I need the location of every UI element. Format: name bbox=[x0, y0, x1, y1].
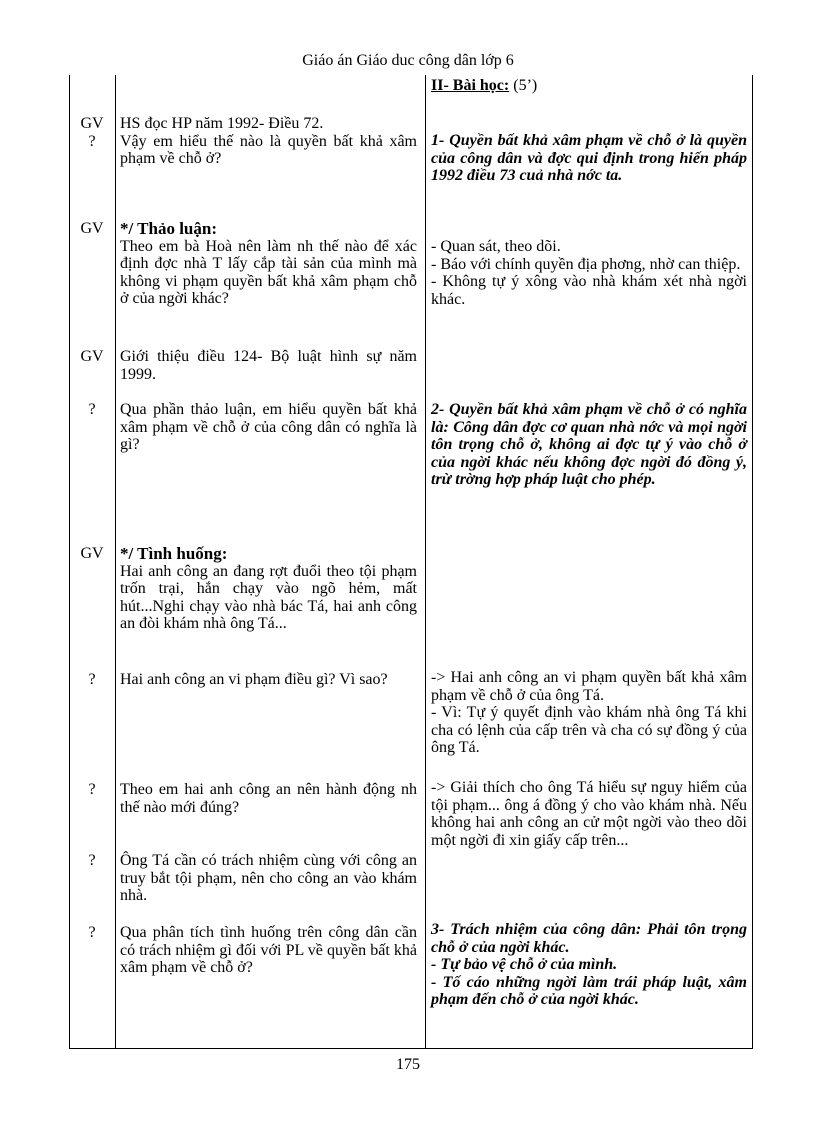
role-label: ? bbox=[88, 781, 96, 798]
section-title: II- Bài học: bbox=[431, 77, 510, 94]
section-time: (5’) bbox=[509, 77, 538, 94]
table-border-right bbox=[752, 75, 753, 1049]
page-number: 175 bbox=[396, 1056, 420, 1073]
lesson-content bbox=[431, 921, 747, 1009]
teacher-question: Qua phần thảo luận, em hiểu quyền bất khả xâm phạm về chỗ ở của công dân có nghĩa là gì? bbox=[120, 401, 417, 453]
situation-title: */ Tình huống: bbox=[120, 544, 228, 563]
teacher-activity: Giới thiệu điều 124- Bộ luật hình sự năm 1999. bbox=[120, 348, 417, 383]
teacher-question: Hai anh công an vi phạm điều gì? Vì sao? bbox=[120, 671, 388, 688]
lesson-content bbox=[431, 669, 747, 757]
role-label: GV bbox=[80, 545, 104, 562]
role-label: ? bbox=[88, 924, 96, 941]
content-body: Công dân đợc cơ quan nhà nớc và mọi ngời tôn trọng chỗ ở, không ai đợc tự ý vào chỗ ở của ngời khác nếu không đợc ngời đó đồng ý, trừ trờng hợp pháp luật cho phép. bbox=[431, 418, 747, 488]
content-heading: 2- Quyền bất khả xâm phạm về chỗ ở có nghĩa là: bbox=[431, 401, 747, 436]
role-label: GV bbox=[80, 348, 104, 365]
content-item: - Báo với chính quyền địa phơng, nhờ can thiệp. bbox=[431, 255, 741, 273]
section-heading bbox=[431, 77, 747, 95]
teacher-activity bbox=[120, 545, 417, 633]
page-header: Giáo án Giáo duc công dân lớp 6 bbox=[302, 52, 514, 69]
lesson-content: 1- Quyền bất khả xâm phạm về chỗ ở là quyền của công dân và đợc qui định trong hiến pháp 1992 điều 73 cuả nhà nớc ta. bbox=[431, 132, 747, 184]
situation-text: Hai anh công an đang rợt đuổi theo tội phạm trốn trại, hắn chạy vào ngõ hẻm, mất hút...Nghi chạy vào nhà bác Tá, hai anh công an đòi khám nhà ông Tá... bbox=[120, 562, 417, 632]
content-item: - Tố cáo những ngời làm trái pháp luật, xâm phạm đến chỗ ở của ngời khác. bbox=[431, 973, 747, 1008]
role-label: ? bbox=[88, 852, 96, 869]
table-divider-1 bbox=[115, 75, 116, 1049]
teacher-text: HS đọc HP năm 1992- Điều 72. bbox=[120, 115, 324, 132]
teacher-question: Vậy em hiểu thế nào là quyền bất khả xâm phạm về chỗ ở? bbox=[120, 132, 417, 167]
content-item: -> Hai anh công an vi phạm quyền bất khả xâm phạm về chỗ ở của ông Tá. bbox=[431, 669, 747, 704]
content-item: - Tự bảo vệ chỗ ở của mình. bbox=[431, 956, 618, 973]
teacher-activity bbox=[120, 115, 417, 168]
role-label: GV bbox=[80, 220, 104, 237]
role-label: ? bbox=[88, 401, 96, 418]
role-label: GV bbox=[80, 115, 104, 132]
content-item: - Không tự ý xông vào nhà khám xét nhà ngời khác. bbox=[431, 273, 747, 308]
content-item: - Vì: Tự ý quyết định vào khám nhà ông Tá khi cha có lệnh của cấp trên và cha có sự đồng ý của ông Tá. bbox=[431, 704, 747, 756]
lesson-content bbox=[431, 401, 747, 489]
teacher-question: Qua phân tích tình huống trên công dân cần có trách nhiệm gì đối với PL về quyền bất khả xâm phạm về chỗ ở? bbox=[120, 924, 417, 976]
discussion-title: */ Thảo luận: bbox=[120, 219, 218, 238]
lesson-table bbox=[69, 75, 753, 1049]
lesson-content bbox=[431, 238, 747, 308]
content-item: 3- Trách nhiệm của công dân: Phải tôn trọng chỗ ở của ngời khác. bbox=[431, 921, 747, 956]
role-cell bbox=[69, 115, 115, 150]
teacher-question: Theo em hai anh công an nên hành động nh thế nào mới đúng? bbox=[120, 781, 417, 816]
table-divider-2 bbox=[425, 75, 426, 1049]
role-label: ? bbox=[88, 671, 96, 688]
lesson-content: -> Giải thích cho ông Tá hiểu sự nguy hiểm của tội phạm... ông á đồng ý cho vào khám nhà. Nếu không hai anh công an cử một ngời vào theo dõi một ngời đi xin giấy cấp trên... bbox=[431, 779, 747, 849]
table-border-bottom bbox=[69, 1048, 753, 1049]
teacher-statement: Ông Tá cần có trách nhiệm cùng với công an truy bắt tội phạm, nên cho công an vào khám nhà. bbox=[120, 852, 417, 904]
teacher-question: Theo em bà Hoà nên làm nh thế nào để xác định đợc nhà T lấy cắp tài sản của mình mà không vi phạm quyền bất khả xâm phạm chỗ ở của ngời khác? bbox=[120, 237, 417, 307]
teacher-activity bbox=[120, 220, 417, 308]
content-item: - Quan sát, theo dõi. bbox=[431, 238, 561, 255]
role-label: ? bbox=[88, 132, 96, 150]
